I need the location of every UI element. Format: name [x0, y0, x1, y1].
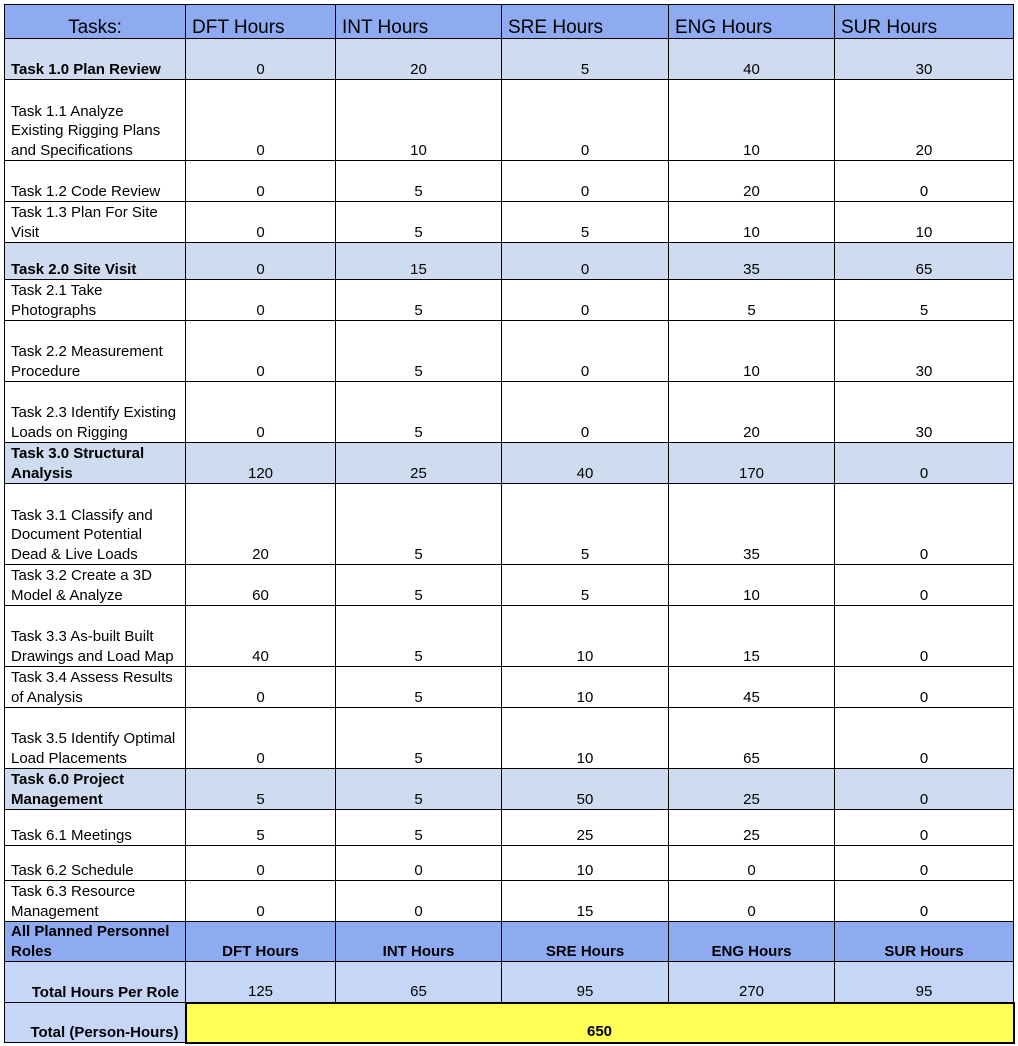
task-value: 5: [336, 667, 502, 708]
task-value: 10: [502, 606, 669, 667]
task-value: 20: [186, 484, 336, 565]
task-value: 10: [669, 80, 835, 161]
task-value: 20: [835, 80, 1014, 161]
task-value: 0: [835, 443, 1014, 484]
task-value: 0: [502, 80, 669, 161]
roles-column-label: ENG Hours: [669, 922, 835, 962]
table-row: [5, 769, 1014, 810]
total-value: 65: [336, 962, 502, 1003]
task-label: Task 3.0 Structural Analysis: [5, 443, 186, 484]
task-value: 10: [669, 321, 835, 382]
task-label: Task 1.1 Analyze Existing Rigging Plans and Specifications: [5, 80, 186, 161]
task-value: 10: [336, 80, 502, 161]
task-value: 60: [186, 565, 336, 606]
task-value: 0: [186, 321, 336, 382]
task-value: 20: [669, 382, 835, 443]
table-row: [5, 810, 1014, 846]
task-value: 15: [502, 881, 669, 922]
task-value: 0: [835, 708, 1014, 769]
task-value: 65: [835, 243, 1014, 280]
task-hours-table: [4, 4, 1015, 1044]
task-label: Task 2.1 Take Photographs: [5, 280, 186, 321]
task-value: 0: [186, 846, 336, 881]
task-value: 0: [186, 708, 336, 769]
task-value: 5: [336, 565, 502, 606]
task-value: 15: [669, 606, 835, 667]
task-value: 5: [502, 565, 669, 606]
tasks-header: Tasks:: [5, 5, 186, 39]
eng-hours-header: ENG Hours: [669, 5, 835, 39]
task-value: 20: [669, 161, 835, 202]
task-value: 0: [669, 846, 835, 881]
sre-hours-header: SRE Hours: [502, 5, 669, 39]
table-row: [5, 321, 1014, 382]
task-value: 0: [186, 243, 336, 280]
task-value: 0: [502, 243, 669, 280]
grand-total-row: [5, 1003, 1014, 1043]
task-value: 5: [336, 280, 502, 321]
total-value: 270: [669, 962, 835, 1003]
task-value: 25: [669, 769, 835, 810]
task-value: 0: [835, 846, 1014, 881]
task-label: Task 1.3 Plan For Site Visit: [5, 202, 186, 243]
task-value: 0: [186, 667, 336, 708]
task-value: 0: [186, 80, 336, 161]
task-value: 40: [669, 39, 835, 80]
task-label: Task 2.2 Measurement Procedure: [5, 321, 186, 382]
grand-total-value: 650: [186, 1003, 1014, 1043]
table-row: [5, 846, 1014, 881]
table-row: [5, 280, 1014, 321]
total-value: 125: [186, 962, 336, 1003]
task-value: 5: [336, 382, 502, 443]
task-value: 0: [186, 382, 336, 443]
task-value: 5: [336, 202, 502, 243]
task-value: 5: [336, 484, 502, 565]
task-value: 0: [835, 606, 1014, 667]
table-row: [5, 443, 1014, 484]
task-label: Task 2.0 Site Visit: [5, 243, 186, 280]
table-row: [5, 202, 1014, 243]
task-value: 5: [336, 810, 502, 846]
task-value: 0: [835, 484, 1014, 565]
task-label: Task 6.1 Meetings: [5, 810, 186, 846]
task-value: 10: [669, 565, 835, 606]
task-value: 0: [502, 161, 669, 202]
table-row: [5, 484, 1014, 565]
task-value: 40: [502, 443, 669, 484]
task-value: 5: [502, 202, 669, 243]
table-row: [5, 80, 1014, 161]
table-row: [5, 243, 1014, 280]
task-value: 0: [835, 667, 1014, 708]
roles-column-label: DFT Hours: [186, 922, 336, 962]
task-value: 65: [669, 708, 835, 769]
roles-row: [5, 922, 1014, 962]
task-value: 5: [336, 321, 502, 382]
table-row: [5, 382, 1014, 443]
task-value: 5: [336, 606, 502, 667]
task-value: 30: [835, 382, 1014, 443]
task-value: 0: [835, 161, 1014, 202]
task-value: 0: [186, 881, 336, 922]
task-value: 0: [835, 565, 1014, 606]
task-value: 10: [669, 202, 835, 243]
task-value: 5: [186, 769, 336, 810]
table-row: [5, 565, 1014, 606]
sur-hours-header: SUR Hours: [835, 5, 1014, 39]
task-value: 15: [336, 243, 502, 280]
task-value: 5: [502, 484, 669, 565]
task-label: Task 3.4 Assess Results of Analysis: [5, 667, 186, 708]
dft-hours-header: DFT Hours: [186, 5, 336, 39]
task-value: 50: [502, 769, 669, 810]
task-label: Task 6.0 Project Management: [5, 769, 186, 810]
task-value: 120: [186, 443, 336, 484]
task-value: 45: [669, 667, 835, 708]
int-hours-header: INT Hours: [336, 5, 502, 39]
table-row: [5, 667, 1014, 708]
task-value: 35: [669, 484, 835, 565]
roles-column-label: SUR Hours: [835, 922, 1014, 962]
header-row: [5, 5, 1014, 39]
task-label: Task 3.2 Create a 3D Model & Analyze: [5, 565, 186, 606]
task-value: 0: [186, 161, 336, 202]
task-value: 25: [336, 443, 502, 484]
task-label: Task 3.3 As-built Built Drawings and Load Map: [5, 606, 186, 667]
roles-label: All Planned Personnel Roles: [5, 922, 186, 962]
totals-label: Total Hours Per Role: [5, 962, 186, 1003]
task-value: 0: [502, 280, 669, 321]
task-value: 35: [669, 243, 835, 280]
table-row: [5, 606, 1014, 667]
task-value: 10: [835, 202, 1014, 243]
task-value: 10: [502, 708, 669, 769]
task-value: 30: [835, 39, 1014, 80]
task-value: 30: [835, 321, 1014, 382]
task-value: 5: [186, 810, 336, 846]
roles-column-label: SRE Hours: [502, 922, 669, 962]
task-value: 0: [502, 382, 669, 443]
task-value: 5: [502, 39, 669, 80]
task-value: 0: [186, 280, 336, 321]
task-value: 0: [835, 810, 1014, 846]
task-value: 0: [336, 881, 502, 922]
task-value: 10: [502, 667, 669, 708]
task-value: 10: [502, 846, 669, 881]
task-label: Task 1.0 Plan Review: [5, 39, 186, 80]
task-value: 5: [835, 280, 1014, 321]
task-value: 40: [186, 606, 336, 667]
task-value: 0: [186, 202, 336, 243]
grand-total-label: Total (Person-Hours): [5, 1003, 186, 1043]
task-value: 0: [835, 769, 1014, 810]
task-value: 5: [336, 161, 502, 202]
roles-column-label: INT Hours: [336, 922, 502, 962]
table-row: [5, 161, 1014, 202]
task-label: Task 3.5 Identify Optimal Load Placements: [5, 708, 186, 769]
task-value: 0: [669, 881, 835, 922]
task-value: 0: [502, 321, 669, 382]
total-value: 95: [502, 962, 669, 1003]
task-label: Task 6.2 Schedule: [5, 846, 186, 881]
task-label: Task 6.3 Resource Management: [5, 881, 186, 922]
task-value: 25: [502, 810, 669, 846]
task-value: 5: [669, 280, 835, 321]
task-value: 5: [336, 708, 502, 769]
table-row: [5, 881, 1014, 922]
table-row: [5, 39, 1014, 80]
total-value: 95: [835, 962, 1014, 1003]
table-row: [5, 708, 1014, 769]
task-label: Task 1.2 Code Review: [5, 161, 186, 202]
task-value: 0: [835, 881, 1014, 922]
task-value: 0: [186, 39, 336, 80]
task-value: 5: [336, 769, 502, 810]
task-value: 25: [669, 810, 835, 846]
totals-row: [5, 962, 1014, 1003]
task-label: Task 3.1 Classify and Document Potential Dead & Live Loads: [5, 484, 186, 565]
task-value: 170: [669, 443, 835, 484]
task-value: 20: [336, 39, 502, 80]
task-value: 0: [336, 846, 502, 881]
task-label: Task 2.3 Identify Existing Loads on Rigging: [5, 382, 186, 443]
